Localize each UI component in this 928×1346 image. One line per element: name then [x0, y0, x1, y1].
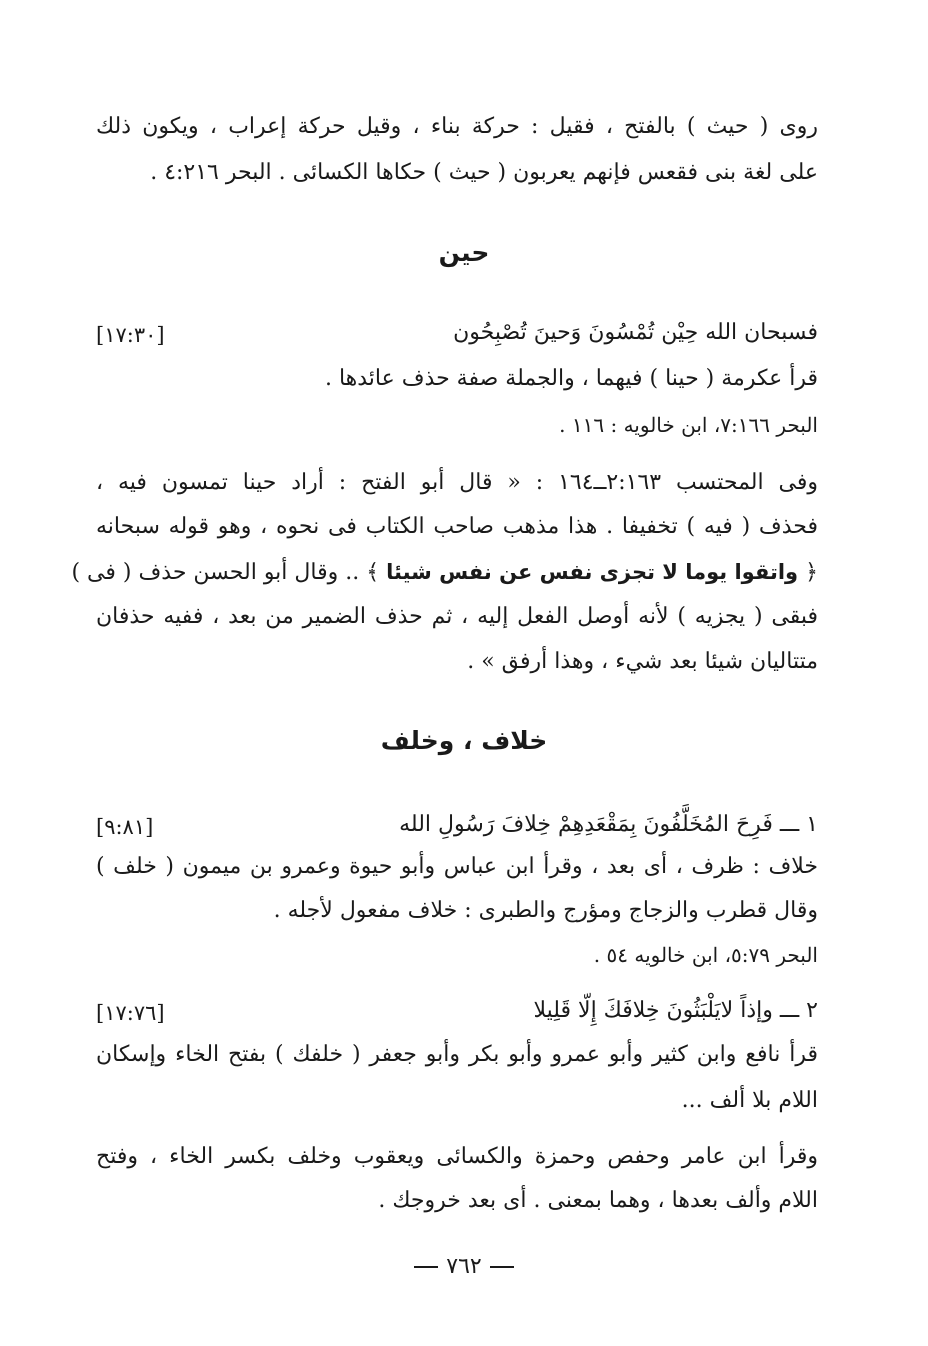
quote-line: فبقى ( يجزيه ) لأنه أوصل الفعل إليه ، ثم حذف الضمير من بعد ، ففيه حذفان — [96, 604, 818, 629]
verse-reference: [٩:٨١] — [96, 815, 154, 839]
paragraph-line: قرأ نافع وابن كثير وأبو عمرو وأبو بكر وأبو جعفر ( خلفك ) بفتح الخاء وإسكان — [96, 1042, 818, 1067]
section-heading-hin: حين — [438, 238, 490, 267]
quoted-verse-bold: واتقوا يوما لا تجزى نفس عن نفس شيئا — [386, 560, 799, 584]
section-heading-khilaf: خلاف ، وخلف — [380, 726, 548, 755]
ornate-bracket-open: ﴿ — [805, 560, 818, 585]
quote-line: وفى المحتسب ٢:١٦٣ــ١٦٤ : « قال أبو الفتح : أراد حينا تمسون فيه ، — [96, 470, 818, 495]
footer-dash — [490, 1266, 514, 1268]
footer-dash — [414, 1266, 438, 1268]
paragraph-line: اللام وألف بعدها ، وهما بمعنى . أى بعد خروجك . — [378, 1188, 818, 1213]
citation-line: البحر ٥:٧٩، ابن خالويه ٥٤ . — [593, 943, 818, 967]
paragraph-line: وقال قطرب والزجاج ومؤرج والطبرى : خلاف مفعول لأجله . — [273, 898, 818, 923]
quote-continuation: ﴾ .. وقال أبو الحسن حذف ( فى ) — [71, 560, 380, 585]
paragraph-line: على لغة بنى فقعس فإنهم يعربون ( حيث ) حكاها الكسائى . البحر ٤:٢١٦ . — [150, 160, 818, 185]
page-number: ٧٦٢ — [446, 1254, 482, 1279]
quote-line: متتاليان شيئا بعد شيء ، وهذا أرفق » . — [467, 649, 818, 674]
verse-reference: [١٧:٣٠] — [96, 323, 165, 347]
verse-reference: [١٧:٧٦] — [96, 1001, 165, 1025]
paragraph-line: خلاف : ظرف ، أى بعد ، وقرأ ابن عباس وأبو حيوة وعمرو بن ميمون ( خلف ) — [96, 854, 818, 879]
quran-verse: ١ ـــ فَرِحَ المُخَلَّفُونَ بِمَقْعَدِهِمْ خِلافَ رَسُولِ الله — [399, 812, 818, 837]
paragraph-line: روى ( حيث ) بالفتح ، فقيل : حركة بناء ، وقيل حركة إعراب ، ويكون ذلك — [96, 114, 818, 139]
quote-line: فحذف ( فيه ) تخفيفا . هذا مذهب صاحب الكتاب فى نحوه ، وهو قوله سبحانه — [96, 514, 818, 539]
paragraph-line: قرأ عكرمة ( حينا ) فيهما ، والجملة صفة حذف عائدها . — [324, 366, 818, 391]
page-footer — [0, 1252, 928, 1282]
citation-line: البحر ٧:١٦٦، ابن خالويه : ١١٦ . — [559, 413, 818, 437]
paragraph-line: وقرأ ابن عامر وحفص وحمزة والكسائى ويعقوب وخلف بكسر الخاء ، وفتح — [96, 1144, 818, 1169]
quote-line — [71, 557, 818, 588]
quran-verse: فسبحان الله حِيْن تُمْسُونَ وَحينَ تُصْبِحُون — [453, 320, 818, 345]
paragraph-line: اللام بلا ألف ... — [681, 1088, 818, 1113]
quran-verse: ٢ ـــ وإذاً لايَلْبَثُونَ خِلافَكَ إِلّا قَلِيلا — [533, 998, 818, 1023]
